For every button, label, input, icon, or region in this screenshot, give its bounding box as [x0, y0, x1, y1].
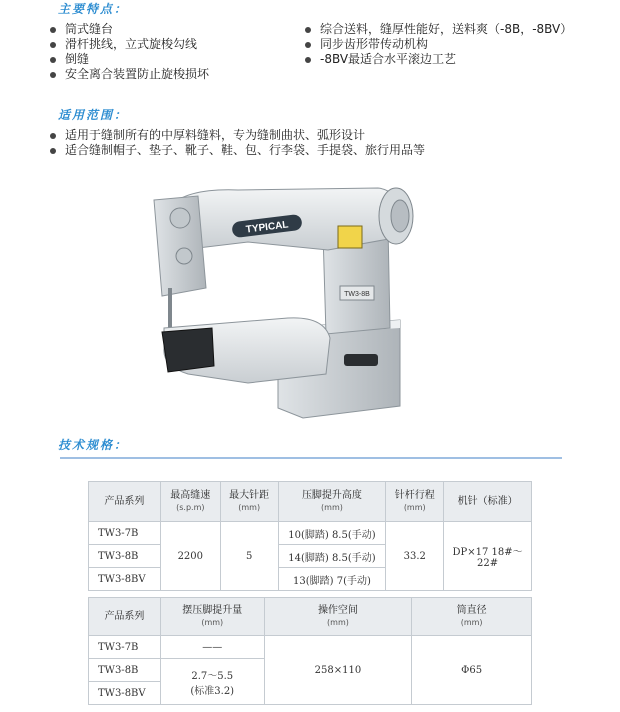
model-cell: TW3-8BV — [89, 682, 161, 705]
swing-cell — [160, 659, 264, 705]
header-product: 产品系列 — [89, 482, 161, 522]
swing-range: 2.7～5.5 — [191, 670, 234, 682]
list-item: 筒式缝台 — [50, 22, 209, 37]
swing-cell: —— — [160, 636, 264, 659]
lift-cell: 10(脚踏) 8.5(手动) — [278, 522, 386, 545]
bullet-icon — [305, 42, 311, 48]
bullet-icon — [305, 57, 311, 63]
specs-title: 技术规格： — [58, 438, 129, 452]
scope-list — [50, 128, 425, 158]
header-diameter: 筒直径 (mm) — [412, 598, 532, 636]
model-cell: TW3-8B — [89, 659, 161, 682]
list-item: -8BV最适合水平滚边工艺 — [305, 52, 572, 67]
header-space: 操作空间 (mm) — [264, 598, 412, 636]
features-left-list — [50, 22, 209, 82]
speed-cell: 2200 — [160, 522, 220, 591]
table-row — [89, 522, 532, 545]
model-cell: TW3-8B — [89, 545, 161, 568]
list-item: 滑杆挑线，立式旋梭勾线 — [50, 37, 209, 52]
features-right-list — [305, 22, 572, 67]
header-stroke: 针杆行程 (mm) — [386, 482, 444, 522]
bullet-icon — [305, 27, 311, 33]
lift-cell: 14(脚踏) 8.5(手动) — [278, 545, 386, 568]
bullet-icon — [50, 57, 56, 63]
list-item: 适用于缝制所有的中厚料缝料，专为缝制曲状、弧形设计 — [50, 128, 425, 143]
stitch-cell: 5 — [220, 522, 278, 591]
list-item: 综合送料，缝厚性能好，送料爽（-8B，-8BV） — [305, 22, 572, 37]
model-plate: TW3-8B — [344, 291, 370, 298]
features-title: 主要特点： — [58, 2, 129, 16]
spec-table-2 — [88, 597, 532, 705]
list-item: 安全离合装置防止旋梭损坏 — [50, 67, 209, 82]
header-swing-lift: 摆压脚提升量 (mm) — [160, 598, 264, 636]
swing-standard: (标准3.2) — [190, 685, 235, 697]
divider — [60, 457, 562, 459]
bullet-icon — [50, 27, 56, 33]
bullet-icon — [50, 133, 56, 139]
model-cell: TW3-8BV — [89, 568, 161, 591]
list-item: 倒缝 — [50, 52, 209, 67]
diameter-cell: Φ65 — [412, 636, 532, 705]
table-row — [89, 636, 532, 659]
lift-cell: 13(脚踏) 7(手动) — [278, 568, 386, 591]
model-cell: TW3-7B — [89, 522, 161, 545]
needle-cell: DP×17 18#～22# — [444, 522, 532, 591]
space-cell: 258×110 — [264, 636, 412, 705]
stroke-cell: 33.2 — [386, 522, 444, 591]
header-stitch: 最大针距 (mm) — [220, 482, 278, 522]
sewing-machine-image — [128, 178, 428, 428]
header-speed: 最高缝速 (s.p.m) — [160, 482, 220, 522]
bullet-icon — [50, 42, 56, 48]
list-item: 同步齿形带传动机构 — [305, 37, 572, 52]
header-needle: 机针（标准） — [444, 482, 532, 522]
table-header-row — [89, 482, 532, 522]
brand-logo: TYPICAL — [245, 219, 290, 236]
scope-title: 适用范围： — [58, 108, 129, 122]
bullet-icon — [50, 72, 56, 78]
spec-table-1 — [88, 481, 532, 591]
header-lift: 压脚提升高度 (mm) — [278, 482, 386, 522]
header-product: 产品系列 — [89, 598, 161, 636]
model-cell: TW3-7B — [89, 636, 161, 659]
table-header-row — [89, 598, 532, 636]
bullet-icon — [50, 148, 56, 154]
list-item: 适合缝制帽子、垫子、靴子、鞋、包、行李袋、手提袋、旅行用品等 — [50, 143, 425, 158]
